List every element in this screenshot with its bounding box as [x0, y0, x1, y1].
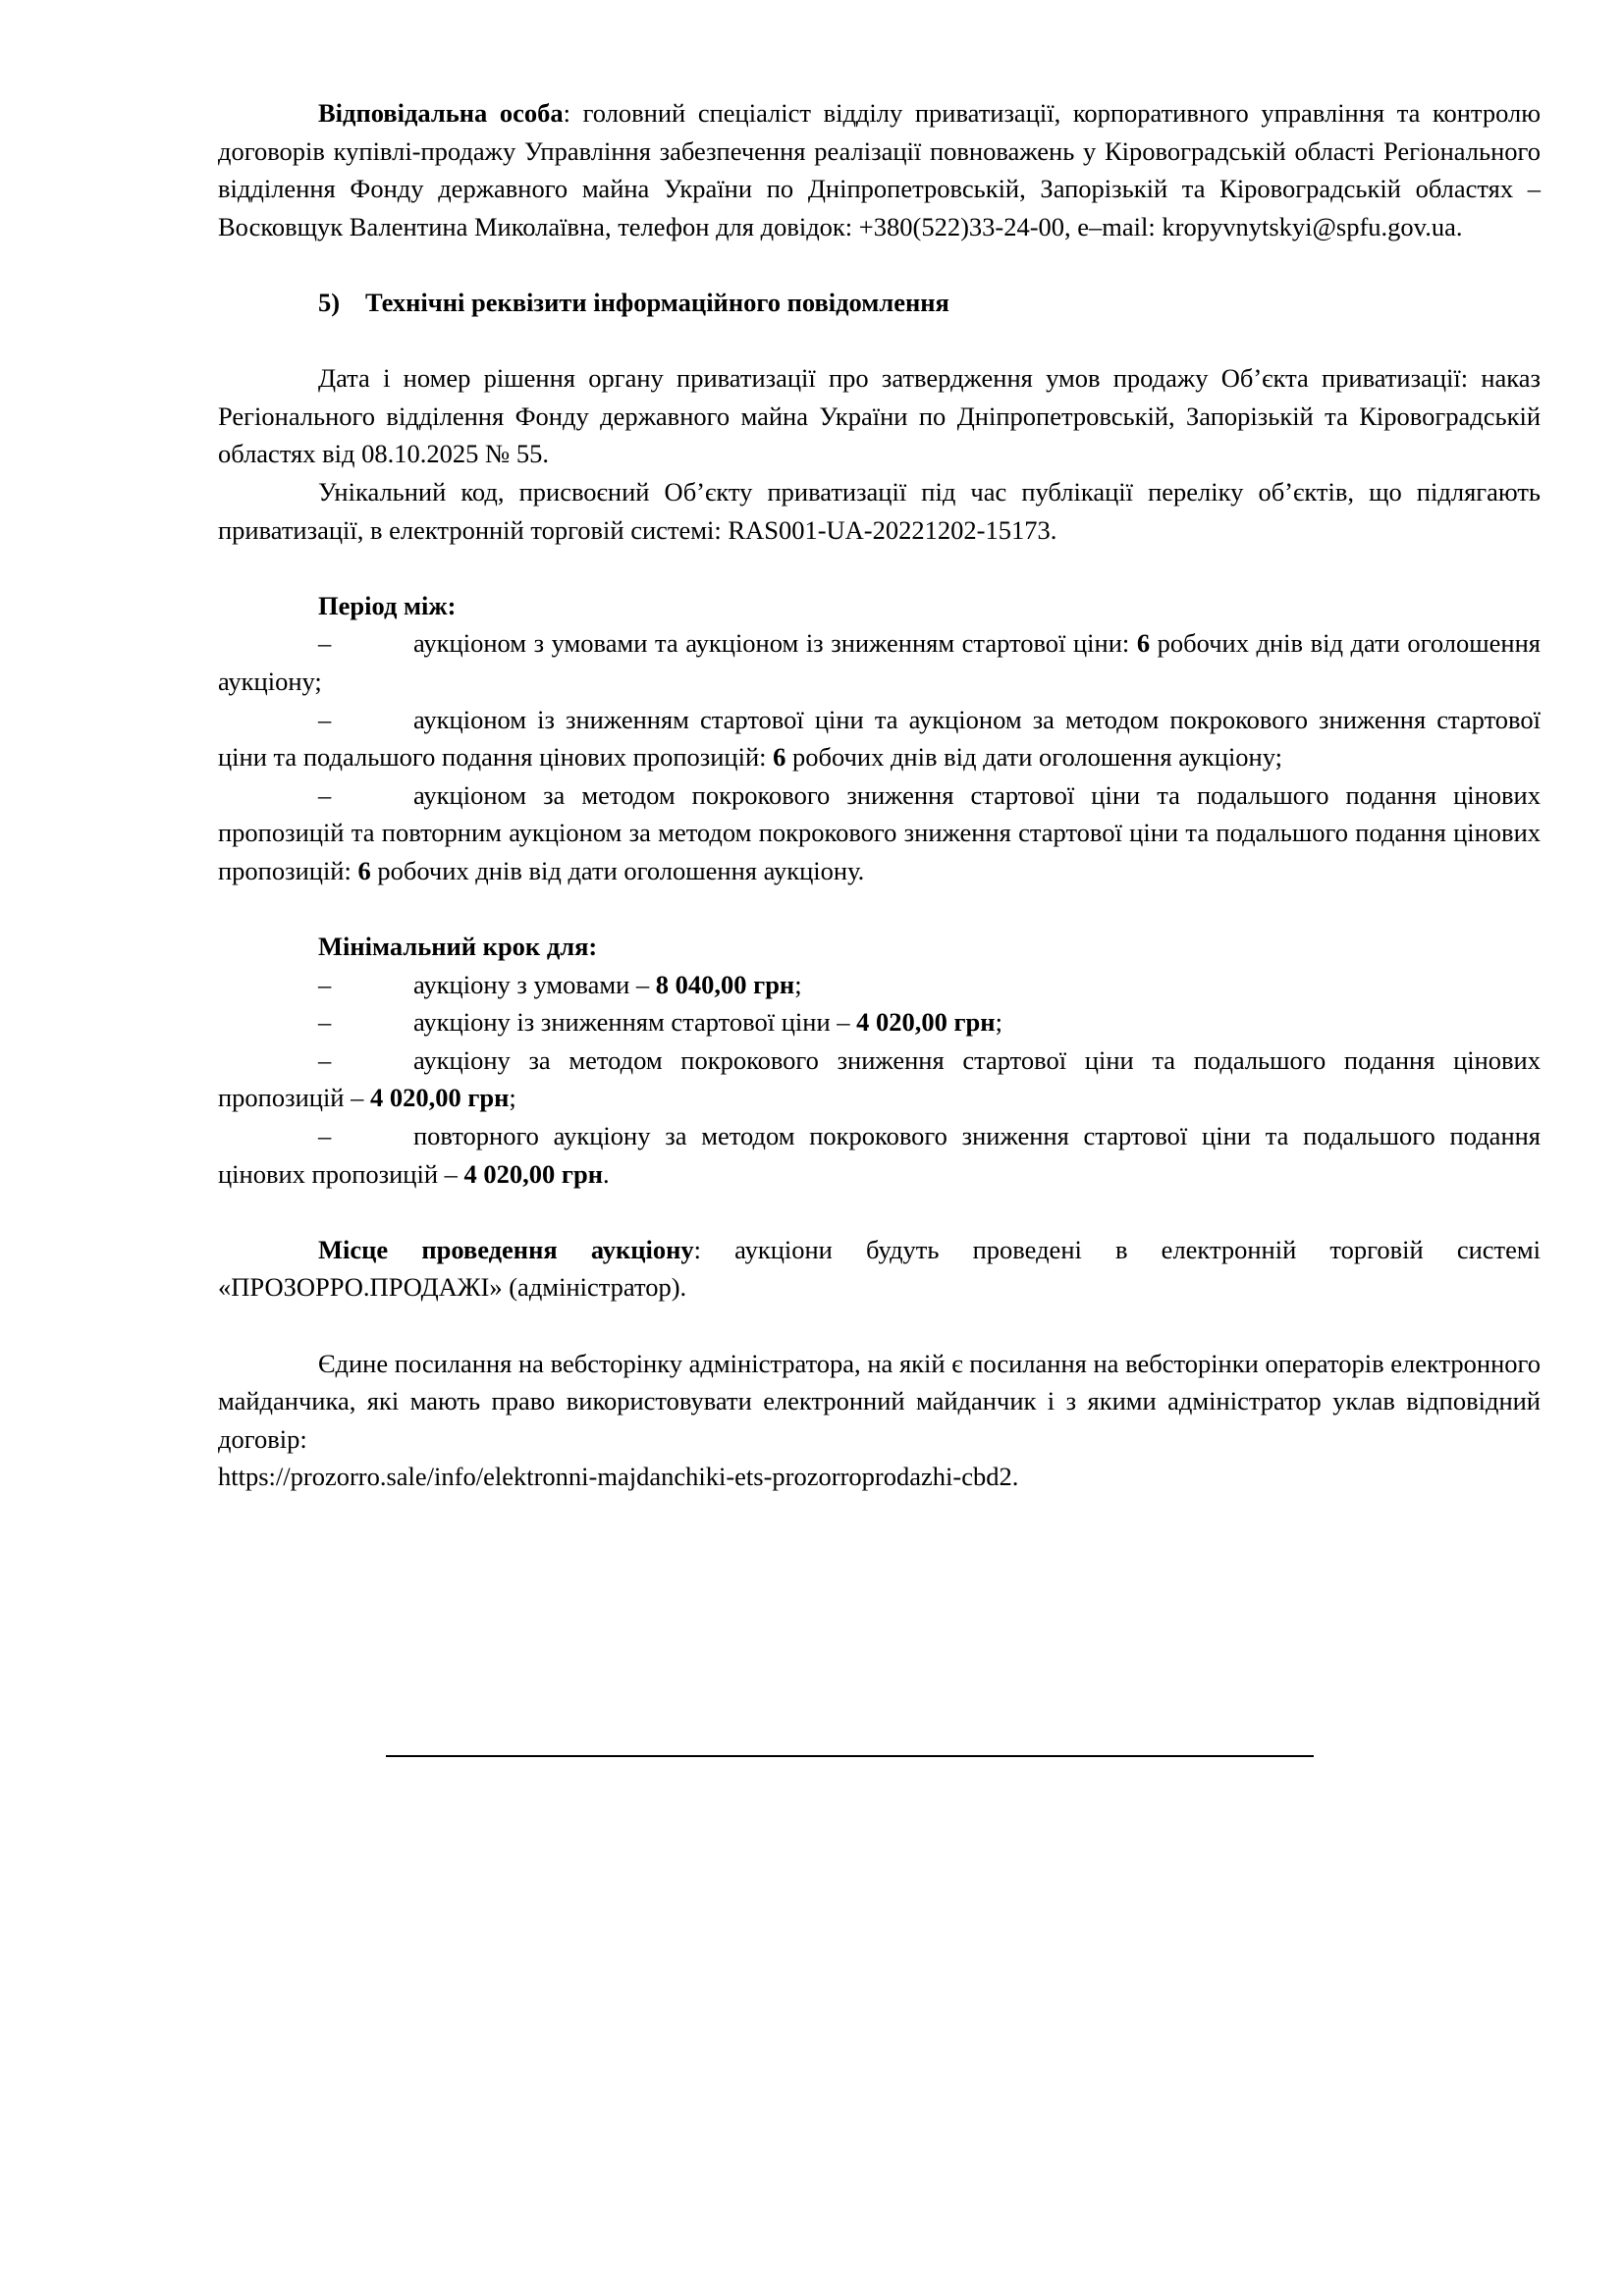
responsible-person-text: : головний спеціаліст відділу приватизації, корпоративного управління та контролю договорів купівлі-продажу Управління забезпечення реалізації повноважень у Кіровоградській області Регіонального відділення Фонду державного майна України по Дніпропетровській, Запорізькій та Кіровоградській областях – Восковщук Валентина Миколаївна, телефон для довідок: +380(522)33-24-00, e–mail: kropyvnytskyi@spfu.gov.ua.	[218, 98, 1541, 241]
min-step-item-tail: .	[602, 1158, 610, 1189]
document-page	[218, 94, 1541, 1496]
min-step-item	[218, 1003, 1541, 1041]
period-title	[218, 587, 1541, 625]
min-step-title	[218, 928, 1541, 966]
min-step-item-text: аукціону за методом покрокового зниження стартової ціни та подальшого подання цінових пропозицій –	[218, 1044, 1541, 1113]
section-5-number: 5)	[318, 287, 341, 317]
min-step-item-tail: ;	[509, 1083, 516, 1113]
min-step-amount: 4 020,00 грн	[856, 1007, 996, 1038]
min-step-item	[218, 966, 1541, 1004]
dash-marker: –	[318, 1007, 332, 1038]
responsible-person-label: Відповідальна особа	[318, 98, 564, 128]
period-item-days: 6	[357, 855, 371, 885]
min-step-amount: 8 040,00 грн	[655, 969, 795, 999]
period-item-days: 6	[773, 742, 786, 773]
min-step-amount: 4 020,00 грн	[463, 1158, 603, 1189]
period-item	[218, 624, 1541, 700]
spacer	[218, 889, 1541, 928]
dash-marker: –	[318, 1121, 332, 1151]
period-item-text: аукціоном за методом покрокового зниження стартової ціни та подальшого подання цінових пропозицій та повторним аукціоном за методом покрокового зниження стартової ціни та подальшого подання цінових пропозицій:	[218, 779, 1541, 885]
section-5-title: Технічні реквізити інформаційного повідомлення	[365, 287, 949, 317]
dash-marker: –	[318, 628, 332, 659]
decision-paragraph: Дата і номер рішення органу приватизації про затвердження умов продажу Об’єкта приватизації: наказ Регіонального відділення Фонду державного майна України по Дніпропетровській, Запорізькій та Кіровоградській областях від 08.10.2025 № 55.	[218, 363, 1541, 469]
min-step-amount: 4 020,00 грн	[370, 1083, 510, 1113]
period-item-tail: робочих днів від дати оголошення аукціону;	[218, 628, 1541, 696]
responsible-person-paragraph	[218, 94, 1541, 245]
spacer	[218, 245, 1541, 284]
dash-marker: –	[318, 779, 332, 810]
unique-code-paragraph: Унікальний код, присвоєний Об’єкту приватизації під час публікації переліку об’єктів, що підлягають приватизації, в електронній торговій системі: RAS001-UA-20221202-15173.	[218, 476, 1541, 545]
spacer	[218, 322, 1541, 360]
venue-text: : аукціони будуть проведені в електронній торговій системі «ПРОЗОРРО.ПРОДАЖІ» (адміністратор).	[218, 1234, 1541, 1303]
spacer	[218, 1307, 1541, 1345]
min-step-item-tail: ;	[995, 1007, 1002, 1038]
period-item-text: аукціоном із зниженням стартової ціни та аукціоном за методом покрокового зниження стартової ціни та подальшого подання цінових пропозицій:	[218, 704, 1541, 773]
single-link-paragraph: Єдине посилання на вебсторінку адміністратора, на якій є посилання на вебсторінки операторів електронного майданчика, які мають право використовувати електронний майданчик і з якими адміністратор уклав відповідний договір:	[218, 1348, 1541, 1454]
spacer	[218, 1193, 1541, 1231]
min-step-item	[218, 1117, 1541, 1193]
venue-label: Місце проведення аукціону	[318, 1234, 694, 1264]
period-item-tail: робочих днів від дати оголошення аукціону;	[785, 742, 1282, 773]
min-step-item	[218, 1041, 1541, 1117]
dash-marker: –	[318, 969, 332, 999]
period-title-text: Період між:	[318, 590, 457, 620]
venue-paragraph	[218, 1231, 1541, 1307]
period-item	[218, 701, 1541, 776]
period-item	[218, 776, 1541, 890]
min-step-item-tail: ;	[794, 969, 802, 999]
end-separator-line	[386, 1755, 1314, 1757]
dash-marker: –	[318, 1044, 332, 1075]
period-item-days: 6	[1136, 628, 1151, 659]
dash-marker: –	[318, 704, 332, 734]
min-step-title-text: Мінімальний крок для:	[318, 932, 598, 962]
min-step-item-text: аукціону з умовами –	[413, 969, 656, 999]
period-item-text: аукціоном з умовами та аукціоном із зниженням стартової ціни:	[413, 628, 1137, 659]
min-step-item-text: аукціону із зниженням стартової ціни –	[413, 1007, 857, 1038]
spacer	[218, 549, 1541, 587]
prozorro-link[interactable]: https://prozorro.sale/info/elektronni-majdanchiki-ets-prozorroprodazhi-cbd2.	[218, 1462, 1019, 1492]
min-step-item-text: повторного аукціону за методом покрокового зниження стартової ціни та подальшого подання цінових пропозицій –	[218, 1121, 1541, 1189]
period-item-tail: робочих днів від дати оголошення аукціону.	[370, 855, 865, 885]
section-5-heading	[218, 284, 1541, 322]
